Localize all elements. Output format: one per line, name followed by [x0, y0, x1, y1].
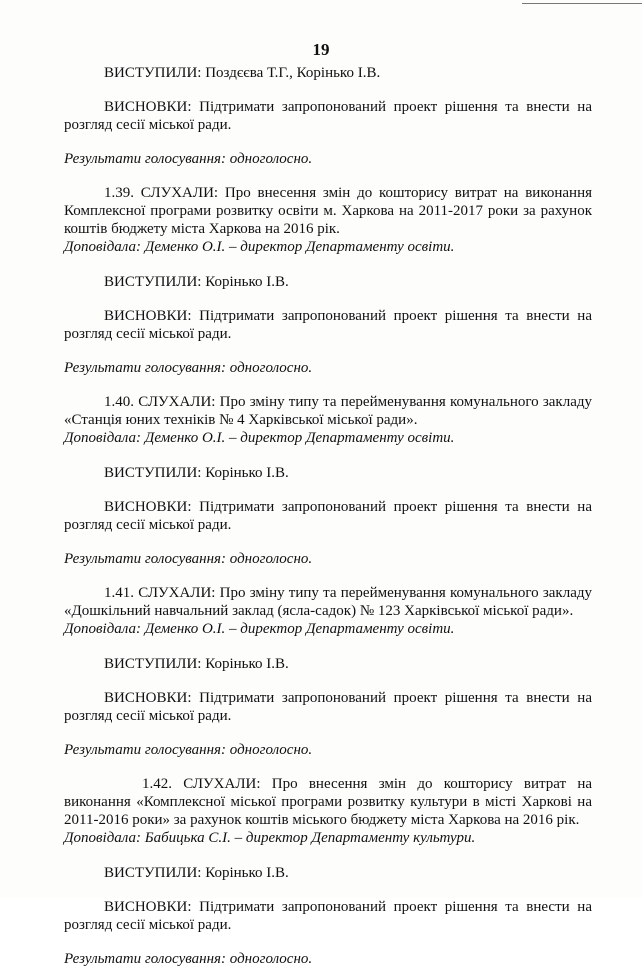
conclusion-paragraph: ВИСНОВКИ: Підтримати запропонований проект рішення та внести на розгляд сесії міської ради. [64, 99, 592, 133]
heard-item-1-39: 1.39. СЛУХАЛИ: Про внесення змін до кошторису витрат на виконання Комплексної програми розвитку освіти м. Харкова на 2011-2017 роки за рахунок коштів бюджету міста Харкова на 2016 рік. [64, 185, 592, 237]
page-number: 19 [312, 40, 330, 59]
conclusion-paragraph: ВИСНОВКИ: Підтримати запропонований проект рішення та внести на розгляд сесії міської ради. [64, 899, 592, 933]
heard-item-1-41: 1.41. СЛУХАЛИ: Про зміну типу та перейменування комунального закладу «Дошкільний навчальний заклад (ясла-садок) № 123 Харківської міської ради». [64, 585, 592, 619]
voting-result: Результати голосування: одноголосно. [64, 151, 313, 167]
conclusion-paragraph: ВИСНОВКИ: Підтримати запропонований проект рішення та внести на розгляд сесії міської ради. [64, 690, 592, 724]
conclusion-paragraph: ВИСНОВКИ: Підтримати запропонований проект рішення та внести на розгляд сесії міської ради. [64, 499, 592, 533]
heard-item-1-40: 1.40. СЛУХАЛИ: Про зміну типу та перейменування комунального закладу «Станція юних техніків № 4 Харківської міської ради». [64, 394, 592, 428]
voting-result: Результати голосування: одноголосно. [64, 742, 313, 758]
reporter-line: Доповідала: Деменко О.І. – директор Департаменту освіти. [64, 239, 455, 255]
voting-result: Результати голосування: одноголосно. [64, 360, 313, 376]
scan-artifact-line [522, 3, 642, 4]
reporter-line: Доповідала: Деменко О.І. – директор Департаменту освіти. [64, 430, 455, 446]
reporter-line: Доповідала: Бабицька С.І. – директор Департаменту культури. [64, 830, 476, 846]
conclusion-paragraph: ВИСНОВКИ: Підтримати запропонований проект рішення та внести на розгляд сесії міської ради. [64, 308, 592, 342]
speakers-line: ВИСТУПИЛИ: Корінько І.В. [104, 865, 289, 881]
heard-item-1-42: 1.42. СЛУХАЛИ: Про внесення змін до кошторису витрат на виконання «Комплексної міської програми розвитку культури в місті Харкові на 2011-2016 роки» за рахунок коштів міського бюджету міста Харкова на 2016 рік. [64, 776, 592, 828]
voting-result: Результати голосування: одноголосно. [64, 951, 313, 967]
speakers-line: ВИСТУПИЛИ: Корінько І.В. [104, 656, 289, 672]
minutes-body [64, 64, 592, 968]
speakers-line: ВИСТУПИЛИ: Корінько І.В. [104, 274, 289, 290]
speakers-line: ВИСТУПИЛИ: Корінько І.В. [104, 465, 289, 481]
speakers-line: ВИСТУПИЛИ: Поздєєва Т.Г., Корінько І.В. [104, 65, 381, 81]
voting-result: Результати голосування: одноголосно. [64, 551, 313, 567]
reporter-line: Доповідала: Деменко О.І. – директор Департаменту освіти. [64, 621, 455, 637]
